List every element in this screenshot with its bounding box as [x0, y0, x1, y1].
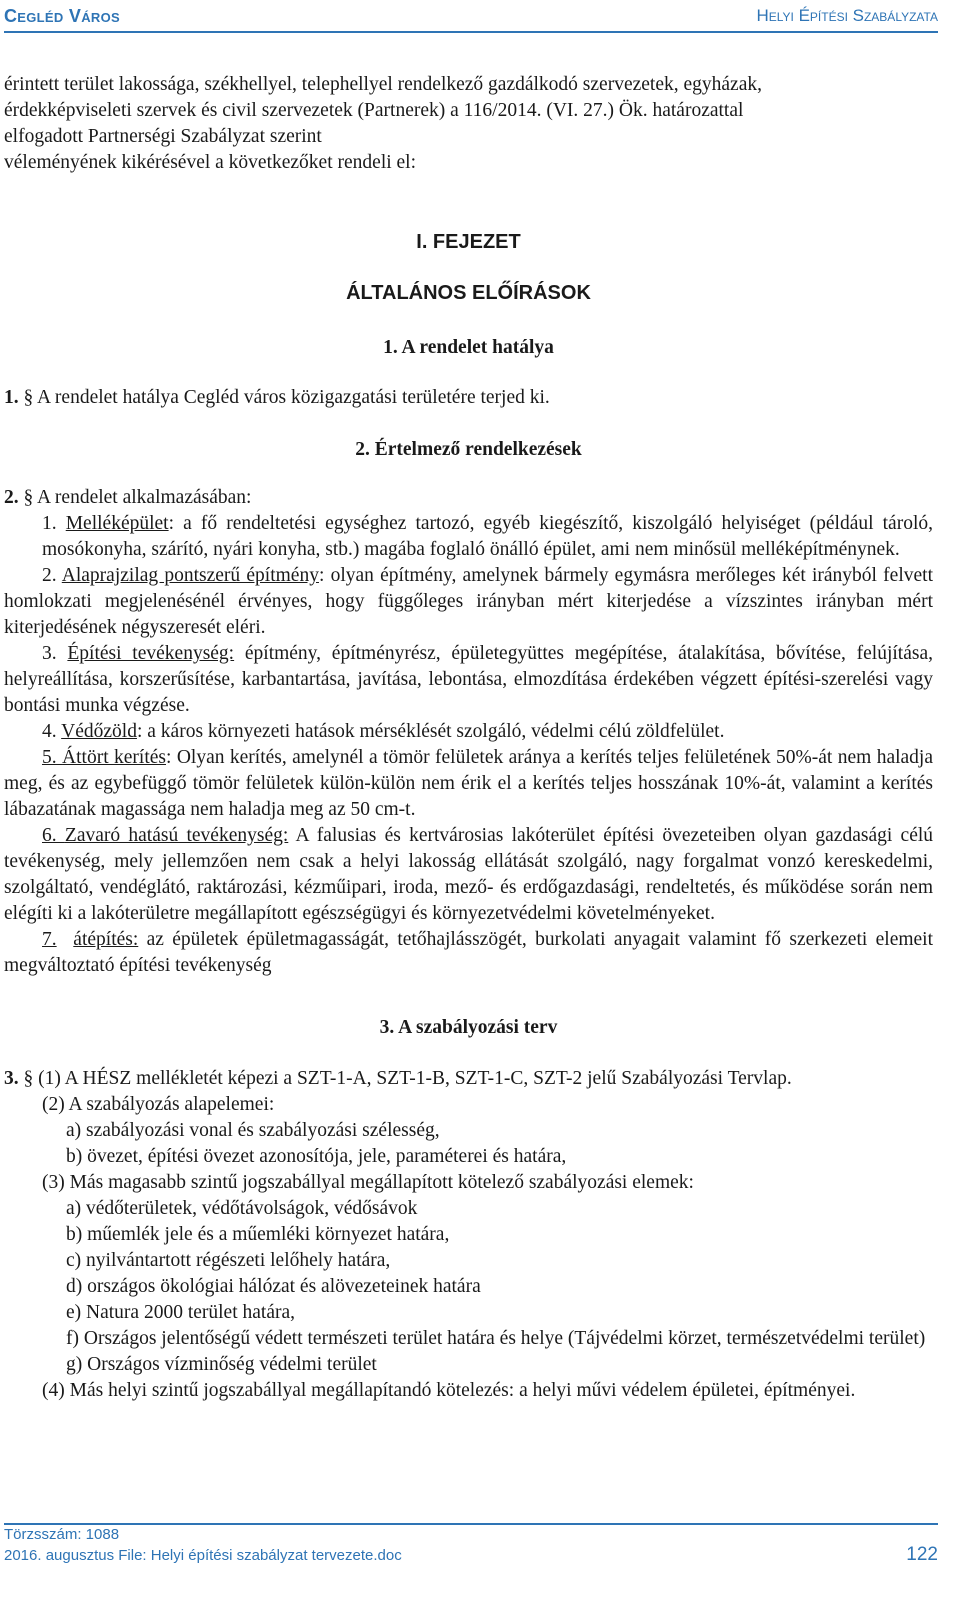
section-2-title: 2. Értelmező rendelkezések: [355, 439, 582, 460]
definition-term: átépítés:: [73, 929, 139, 950]
intro-line: érintett terület lakossága, székhellyel, telephellyel rendelkező gazdálkodó szervezetek, egyházak,: [4, 74, 762, 95]
section-3-paragraph-3: (3) Más magasabb szintű jogszabállyal megállapított kötelező szabályozási elemek:: [42, 1172, 694, 1193]
header-rule: [4, 31, 938, 33]
definition-number: 5.: [42, 747, 63, 768]
definition-text: az épületek épületmagasságát, tetőhajlásszögét, burkolati anyagait valamint fő szerkezeti elemeit megváltoztató építési tevékenység: [4, 929, 934, 976]
definition-item: [4, 823, 933, 927]
paragraph-number: 3.: [4, 1068, 19, 1089]
paragraph-text: (1) A HÉSZ mellékletét képezi a SZT-1-A, SZT-1-B, SZT-1-C, SZT-2 jelű Szabályozási Tervlap.: [33, 1068, 792, 1089]
definition-text: : Olyan kerítés, amelynél a tömör felületek aránya a kerítés teljes felületének 50%-át nem haladja meg, és az egybefüggő tömör felületek külön-külön nem érik el a kerítés teljes hosszának 10%-át, valamint a kerítés lábazatának magassága nem haladja meg az 50 cm-t.: [4, 747, 934, 820]
definition-number: 2.: [42, 565, 62, 586]
chapter-number: I. FEJEZET: [416, 231, 521, 253]
list-item: b) műemlék jele és a műemléki környezet határa,: [66, 1224, 450, 1245]
footer-registry-number: Törzsszám: 1088: [4, 1526, 120, 1543]
list-item: a) védőterületek, védőtávolságok, védősávok: [66, 1198, 418, 1219]
section-1-paragraph: [4, 385, 933, 411]
list-item: f) Országos jelentőségű védett természeti terület határa és helye (Tájvédelmi körzet, természetvédelmi terület): [66, 1328, 926, 1349]
section-3-title: 3. A szabályozási terv: [379, 1017, 558, 1038]
intro-line: elfogadott Partnerségi Szabályzat szerint: [4, 126, 322, 147]
intro-line: érdekképviseleti szervek és civil szervezetek (Partnerek) a 116/2014. (VI. 27.) Ök. határozattal: [4, 100, 744, 121]
definition-text: : a káros környezeti hatások mérséklését szolgáló, védelmi célú zöldfelület.: [136, 721, 725, 742]
section-1-title: 1. A rendelet hatálya: [383, 337, 554, 358]
section-2-paragraph: [4, 485, 933, 511]
definition-number: 3.: [42, 643, 68, 664]
section-3-paragraph-1: [4, 1066, 933, 1092]
list-item: d) országos ökológiai hálózat és alövezeteinek határa: [66, 1276, 481, 1297]
paragraph-text: A rendelet hatálya Cegléd város közigazgatási területére terjed ki.: [33, 387, 550, 408]
definition-text: : olyan építmény, amelynek bármely egymásra merőleges két irányból felvett homlokzati megjelenésénél érvényes, hogy függőleges irányban mért kiterjedése a vízszintes irányban mért kiterjedésének négyszeresét eléri.: [4, 565, 933, 638]
definition-number: 4.: [42, 721, 62, 742]
definition-number: 6.: [42, 825, 65, 846]
definition-number: 7.: [42, 929, 57, 950]
paragraph-number: 2.: [4, 487, 19, 508]
intro-paragraph: [4, 72, 933, 176]
definition-item: [4, 641, 933, 719]
definition-item: [4, 511, 933, 563]
footer-rule: [4, 1523, 938, 1525]
definition-term: Melléképület: [65, 513, 169, 534]
intro-line: véleményének kikérésével a következőket rendeli el:: [4, 152, 417, 173]
section-3-paragraph-2: (2) A szabályozás alapelemei:: [42, 1094, 275, 1115]
paragraph-text: A rendelet alkalmazásában:: [33, 487, 252, 508]
definition-item: [4, 563, 933, 641]
section-sign: §: [23, 387, 34, 408]
definition-number: 1.: [42, 513, 66, 534]
definition-text: : a fő rendeltetési egységhez tartozó, egyéb kiegészítő, kiszolgáló helyiséget (például tároló, mosókonyha, szárító, nyári konyha, stb.) magába foglaló önálló épület, ami nem minősül melléképítménynek.: [42, 513, 933, 560]
definition-term: Áttört kerítés: [62, 747, 166, 768]
list-item: e) Natura 2000 terület határa,: [66, 1302, 296, 1323]
definition-term: Zavaró hatású tevékenység:: [64, 825, 289, 846]
definition-term: Építési tevékenység:: [67, 643, 235, 664]
section-sign: §: [23, 487, 34, 508]
definition-item: [4, 927, 933, 979]
list-item: c) nyilvántartott régészeti lelőhely határa,: [66, 1250, 391, 1271]
paragraph-number: 1.: [4, 387, 19, 408]
definition-item: [4, 719, 933, 745]
chapter-title: ÁLTALÁNOS ELŐÍRÁSOK: [346, 282, 591, 304]
header-document-title: Helyi Építési Szabályzata: [756, 6, 938, 25]
definition-text: építmény, építményrész, épületegyüttes megépítése, átalakítása, bővítése, felújítása, helyreállítása, korszerűsítése, karbantartása, javítása, lebontása, elmozdítása érdekében végzett építési-szerelési vagy bontási munka végzése.: [4, 643, 934, 716]
document-body: [4, 72, 933, 1404]
definition-text: A falusias és kertvárosias lakóterület építési övezeteiben olyan gazdasági célú tevékenység, mely jellemzően nem csak a helyi lakosság ellátását szolgáló, nagy forgalmat vonzó kereskedelmi, szolgáltató, vendéglátó, raktározási, kézműipari, iroda, mező- és erdőgazdasági, rendeltetés, és működése során nem elégíti ki a lakóterületre megállapított egészségügyi és környezetvédelmi követelményeket.: [4, 825, 934, 924]
section-sign: §: [23, 1068, 34, 1089]
footer-file-info: [4, 1544, 938, 1565]
page-number: 122: [906, 1544, 938, 1565]
definition-term: Védőzöld: [61, 721, 137, 742]
header-city: Cegléd Város: [4, 6, 120, 26]
list-item: g) Országos vízminőség védelmi terület: [66, 1354, 377, 1375]
footer-file-line: 2016. augusztus File: Helyi építési szabályzat tervezete.doc: [4, 1547, 402, 1564]
definition-item: [4, 745, 933, 823]
list-item: a) szabályozási vonal és szabályozási szélesség,: [66, 1120, 440, 1141]
definition-term: Alaprajzilag pontszerű építmény: [61, 565, 319, 586]
list-item: b) övezet, építési övezet azonosítója, jele, paraméterei és határa,: [66, 1146, 567, 1167]
section-3-paragraph-4: (4) Más helyi szintű jogszabállyal megállapítandó kötelezés: a helyi művi védelem épületei, építményei.: [42, 1380, 856, 1401]
page-header: [4, 4, 938, 30]
